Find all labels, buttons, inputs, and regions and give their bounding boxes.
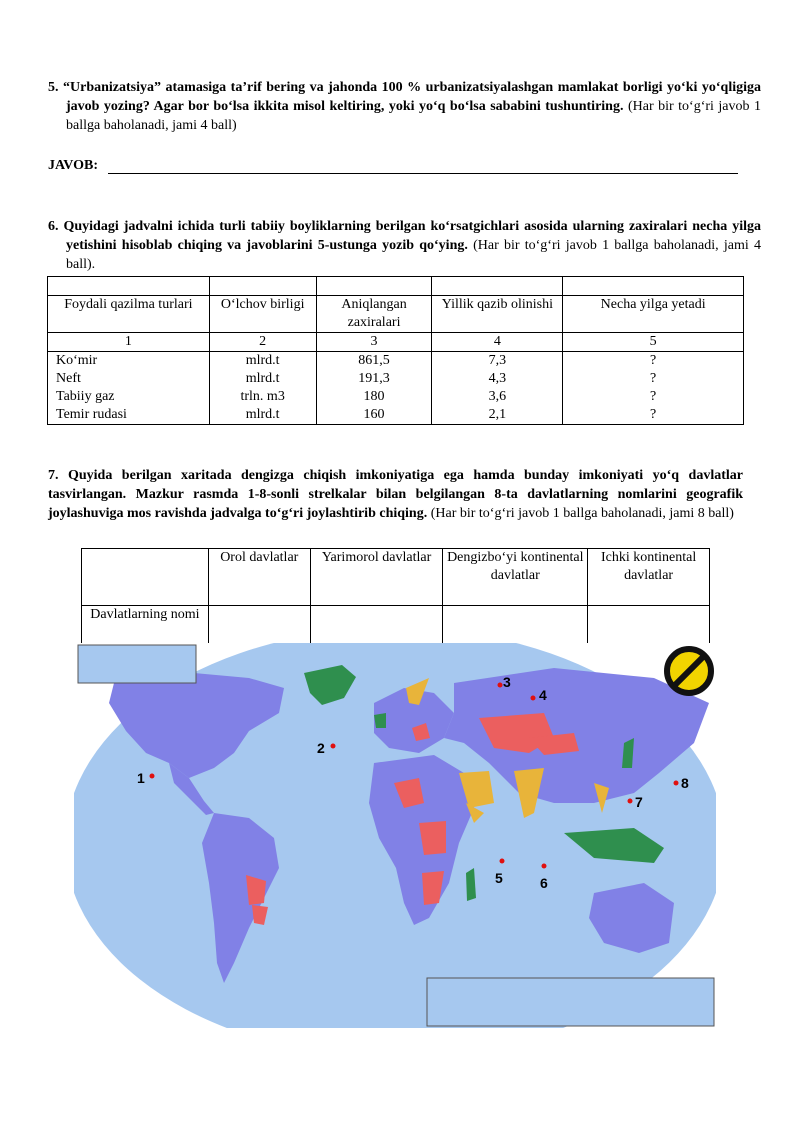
answer-line[interactable]: [108, 173, 738, 174]
unit-value: mlrd.t: [245, 353, 280, 368]
britain-shape: [374, 713, 386, 728]
annual-output-value: 7,3: [488, 353, 507, 368]
unit-value: mlrd.t: [245, 371, 280, 386]
unit-value: trln. m3: [240, 389, 285, 404]
question-5: [48, 78, 761, 135]
question-7: [48, 466, 743, 523]
reserve-value: 180: [363, 389, 385, 404]
header-cell: Aniqlangan zaxiralari: [316, 296, 432, 333]
annual-output-value: 4,3: [488, 371, 507, 386]
question-5-note: (Har bir to‘g‘ri javob 1 ballga baholanadi, jami 4 ball): [66, 99, 761, 133]
answer-cell[interactable]: [310, 606, 443, 644]
column-number: 3: [316, 333, 432, 352]
question-6: [48, 217, 761, 274]
column-number: 4: [432, 333, 563, 352]
resource-table: [47, 276, 744, 425]
marker-label: 6: [540, 875, 548, 891]
marker-dot: [542, 864, 547, 869]
marker-dot: [531, 696, 536, 701]
question-6-note: (Har bir to‘g‘ri javob 1 ballga baholanadi, jami 4 ball).: [66, 238, 761, 272]
marker-dot: [498, 683, 503, 688]
header-cell: Dengizbo‘yi kontinental davlatlar: [443, 549, 588, 606]
answer-cell[interactable]: [443, 606, 588, 644]
marker-label: 4: [539, 687, 547, 703]
question-7-text: Quyida berilgan xaritada dengizga chiqish imkoniyatiga ega hamda bunday imkoniyati yo‘q davlatlar tasvirlangan. Mazkur rasmda 1-8-sonli strelkalar bilan belgilangan 8-ta davlatlarning nomlarini geografik joylashuviga mos ravishda jadvalga to‘g‘ri joylashtirib chiqing.: [48, 468, 743, 521]
resource-name: Tabiiy gaz: [56, 389, 115, 404]
marker-dot: [674, 781, 679, 786]
world-map: [74, 643, 716, 1028]
resource-name: Neft: [56, 371, 81, 386]
marker-label: 8: [681, 775, 689, 791]
header-cell: Necha yilga yetadi: [563, 296, 744, 333]
question-7-note: (Har bir to‘g‘ri javob 1 ballga baholanadi, jami 8 ball): [430, 506, 734, 521]
marker-label: 1: [137, 770, 145, 786]
years-answer-cell[interactable]: [563, 352, 744, 425]
marker-label: 5: [495, 870, 503, 886]
header-cell: O‘lchov birligi: [209, 296, 316, 333]
reserves-cell: [316, 352, 432, 425]
marker-dot: [628, 799, 633, 804]
marker-label: 3: [503, 674, 511, 690]
header-cell: Yarimorol davlatlar: [310, 549, 443, 606]
header-cell: Ichki kontinental davlatlar: [588, 549, 710, 606]
column-number: 1: [48, 333, 210, 352]
column-number: 5: [563, 333, 744, 352]
marker-dot: [331, 744, 336, 749]
question-7-number: 7.: [48, 468, 59, 483]
years-answer[interactable]: ?: [650, 389, 657, 404]
corner-cell: [82, 549, 209, 606]
column-number: 2: [209, 333, 316, 352]
unit-value: mlrd.t: [245, 407, 280, 422]
reserve-value: 861,5: [358, 353, 390, 368]
reserve-value: 191,3: [358, 371, 390, 386]
years-answer[interactable]: ?: [650, 407, 657, 422]
marker-label: 7: [635, 794, 643, 810]
country-classification-table: [81, 548, 710, 644]
answer-label: JAVOB:: [48, 158, 99, 173]
resource-names-cell: [48, 352, 210, 425]
header-cell: Orol davlatlar: [208, 549, 310, 606]
marker-dot: [150, 774, 155, 779]
units-cell: [209, 352, 316, 425]
resource-name: Ko‘mir: [56, 353, 98, 368]
annual-output-value: 2,1: [488, 407, 507, 422]
question-6-number: 6.: [48, 219, 59, 234]
annual-output-value: 3,6: [488, 389, 507, 404]
marker-label: 2: [317, 740, 325, 756]
header-cell: Foydali qazilma turlari: [48, 296, 210, 333]
reserve-value: 160: [363, 407, 385, 422]
header-cell: Yillik qazib olinishi: [432, 296, 563, 333]
overlay-box-bottom-right: [427, 978, 714, 1026]
overlay-box-top-left: [78, 645, 196, 683]
question-5-number: 5.: [48, 80, 59, 95]
row-label: Davlatlarning nomi: [82, 606, 209, 644]
marker-dot: [500, 859, 505, 864]
years-answer[interactable]: ?: [650, 353, 657, 368]
years-answer[interactable]: ?: [650, 371, 657, 386]
answer-cell[interactable]: [588, 606, 710, 644]
question-5-text: “Urbanizatsiya” atamasiga ta’rif bering va jahonda 100 % urbanizatsiyalashgan mamlakat borligi yo‘ki yo‘qligiga javob yozing? Agar bor bo‘lsa ikkita misol keltiring, yoki yo‘q bo‘lsa sababini tushuntiring.: [63, 80, 761, 114]
answer-cell[interactable]: [208, 606, 310, 644]
resource-name: Temir rudasi: [56, 407, 127, 422]
annual-output-cell: [432, 352, 563, 425]
question-6-text: Quyidagi jadvalni ichida turli tabiiy boyliklarning berilgan ko‘rsatgichlari asosida ularning zaxiralari necha yilga yetishini hisoblab chiqing va javoblarini 5-ustunga yozib qo‘ying.: [63, 219, 762, 253]
